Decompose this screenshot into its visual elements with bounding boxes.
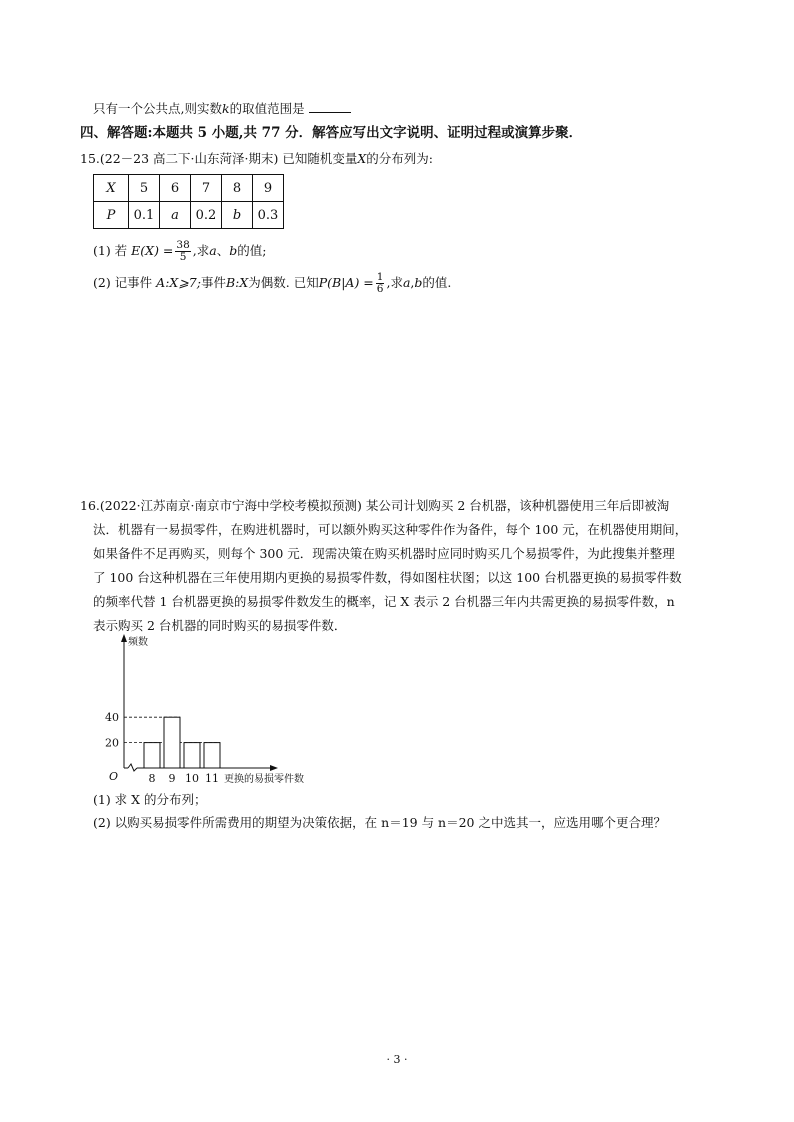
q16-line-3: 如果备件不足再购买，则每个 300 元．现需决策在购买机器时应同时购买几个易损零件，为此搜集并整理 <box>93 546 675 561</box>
section-header: 四、解答题:本题共 5 小题,共 77 分．解答应写出文字说明、证明过程或演算步聚． <box>80 125 583 141</box>
bar <box>204 743 220 768</box>
table-row <box>94 202 284 229</box>
fraction: $\frac{1}{6}$ <box>376 271 384 295</box>
table-cell: 0.3 <box>253 202 284 229</box>
x-tick-label: 11 <box>205 772 219 785</box>
y-axis-label: 频数 <box>128 637 148 648</box>
table-cell: a <box>160 202 191 229</box>
q16-line-5: 的频率代替 1 台机器更换的易损零件数发生的概率，记 X 表示 2 台机器三年内共需更换的易损零件数，n <box>93 594 675 609</box>
q16-part2: (2) 以购买易损零件所需费用的期望为决策依据，在 n＝19 与 n＝20 之中选其一，应选用哪个更合理？ <box>93 815 666 830</box>
q16-line-2: 汰．机器有一易损零件，在购进机器时，可以额外购买这种零件作为备件，每个 100 元，在机器使用期间， <box>93 522 688 537</box>
table-cell: 0.1 <box>129 202 160 229</box>
answer-blank[interactable] <box>309 100 351 113</box>
bar <box>164 717 180 768</box>
table-cell: 5 <box>129 175 160 202</box>
table-row <box>94 175 284 202</box>
q15-part2: (2) 记事件 A:X⩾7;事件B:X为偶数. 已知P(B|A) = $\frac{1}{6}$ ,求a,b的值. <box>93 271 452 295</box>
x-tick-label: 10 <box>185 772 199 785</box>
bar <box>184 743 200 768</box>
x-tick-label: 8 <box>148 772 156 785</box>
page-number: · 3 · <box>386 1053 408 1066</box>
table-cell: 7 <box>191 175 222 202</box>
table-cell: 9 <box>253 175 284 202</box>
x-tick-label: 9 <box>168 772 176 785</box>
fraction: $\frac{38}{5}$ <box>176 239 190 263</box>
table-cell: X <box>94 175 129 202</box>
q16-line-1: 16.(2022·江苏南京·南京市宁海中学校考模拟预测) 某公司计划购买 2 台机器，该种机器使用三年后即被淘 <box>80 498 670 513</box>
bar-chart <box>100 630 340 785</box>
previous-question-tail: 只有一个公共点,则实数k的取值范围是 <box>93 100 351 118</box>
x-axis-arrow <box>270 765 278 771</box>
q15-part1: (1) 若 E(X) = $\frac{38}{5}$ ,求a、b的值; <box>93 239 267 263</box>
y-axis-arrow <box>121 634 127 642</box>
y-tick-label: 40 <box>105 711 119 725</box>
distribution-table <box>93 174 284 229</box>
q15-stem: 15.(22－23 高二下·山东菏泽·期末) 已知随机变量X的分布列为: <box>80 151 434 166</box>
table-cell: 8 <box>222 175 253 202</box>
table-cell: P <box>94 202 129 229</box>
bar <box>144 743 160 768</box>
table-cell: 6 <box>160 175 191 202</box>
y-tick-label: 20 <box>105 736 119 750</box>
x-axis-label: 更换的易损零件数 <box>224 774 304 785</box>
q16-line-4: 了 100 台这种机器在三年使用期内更换的易损零件数，得如图柱状图；以这 100 台机器更换的易损零件数 <box>93 570 682 585</box>
table-cell: b <box>222 202 253 229</box>
table-cell: 0.2 <box>191 202 222 229</box>
origin-label: O <box>108 770 118 783</box>
q16-line-6: 表示购买 2 台机器的同时购买的易损零件数． <box>93 618 347 633</box>
q16-part1: (1) 求 X 的分布列； <box>93 792 207 807</box>
x-axis-break <box>128 764 137 771</box>
